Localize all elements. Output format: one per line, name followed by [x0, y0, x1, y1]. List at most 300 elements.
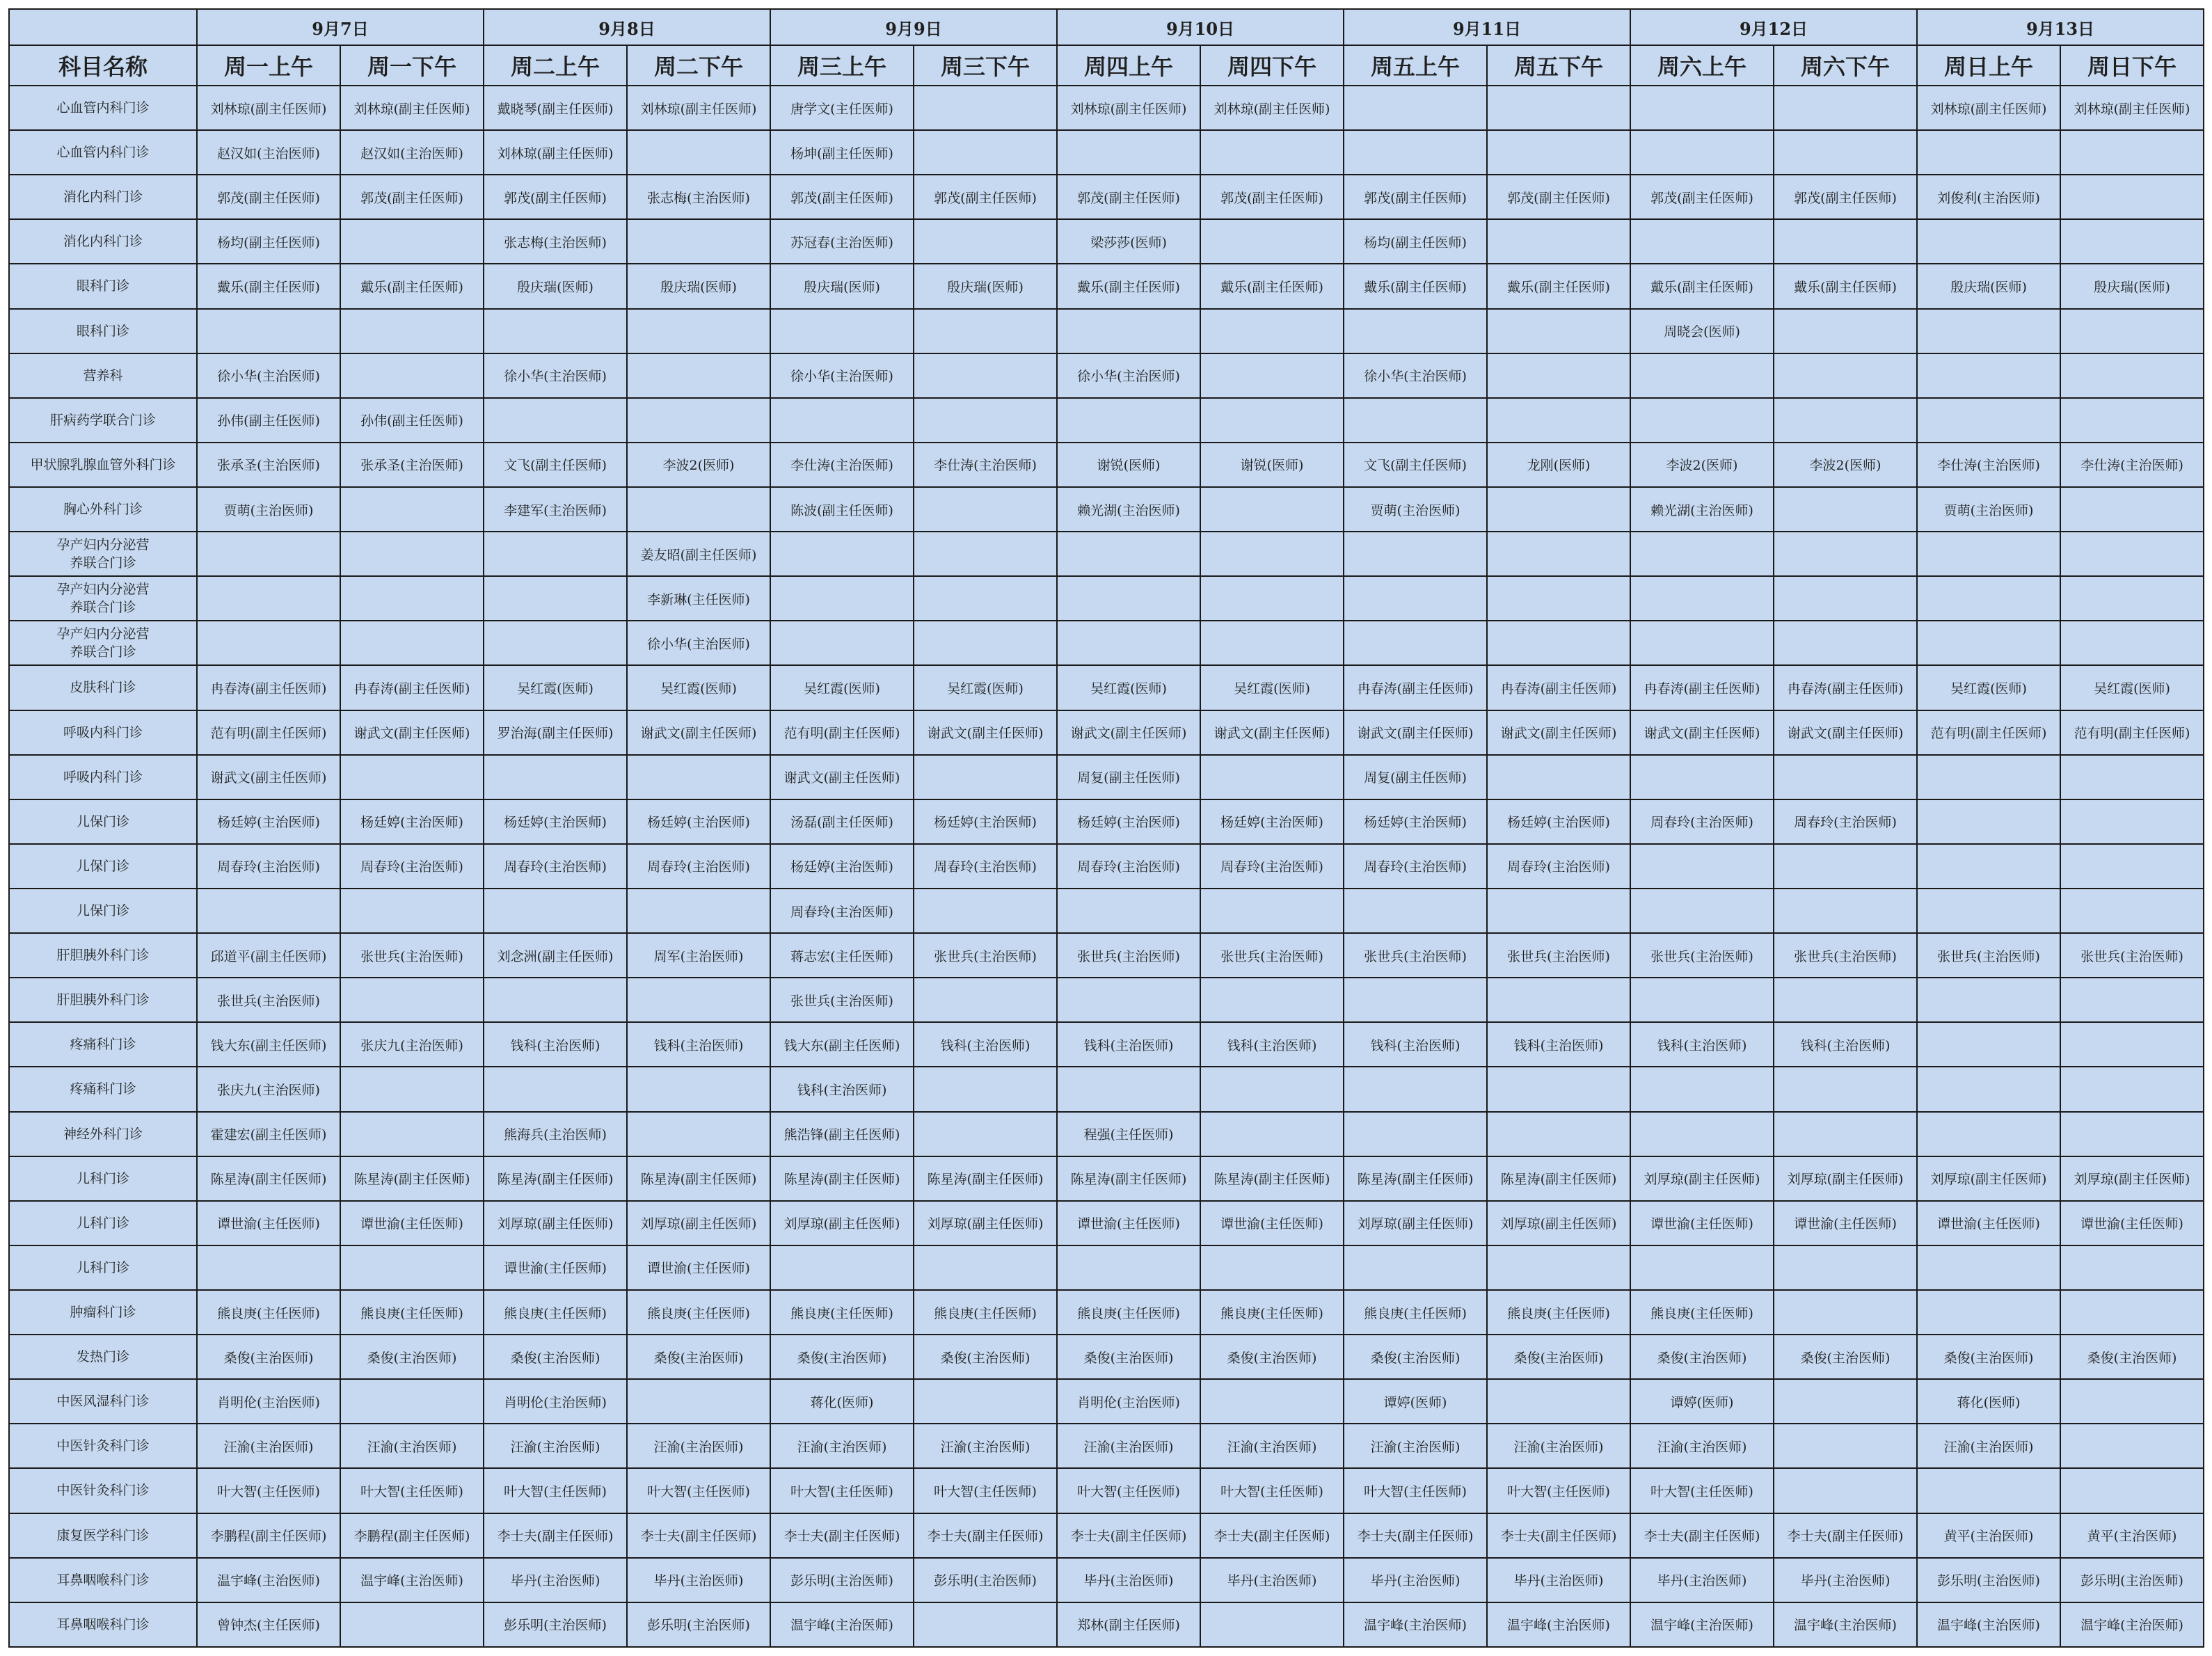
doctor-cell: 李士夫(副主任医师) [1487, 1513, 1630, 1558]
doctor-cell [1200, 1112, 1344, 1156]
doctor-cell: 刘厚琼(副主任医师) [1487, 1201, 1630, 1245]
doctor-cell: 汪渝(主治医师) [627, 1424, 770, 1468]
doctor-cell [340, 621, 484, 665]
doctor-cell [1917, 398, 2060, 443]
doctor-cell: 温宇峰(主治医师) [1630, 1602, 1774, 1647]
doctor-cell: 毕丹(主治医师) [627, 1558, 770, 1602]
doctor-cell: 吴红霞(医师) [1917, 665, 2060, 710]
doctor-cell: 叶大智(主任医师) [197, 1468, 340, 1513]
doctor-cell [1917, 1022, 2060, 1067]
department-cell: 儿科门诊 [9, 1201, 197, 1245]
doctor-cell: 温宇峰(主治医师) [1917, 1602, 2060, 1647]
doctor-cell: 郭茂(副主任医师) [1774, 175, 1917, 219]
doctor-cell [340, 532, 484, 576]
doctor-cell [1774, 86, 1917, 130]
doctor-cell: 熊良庚(主任医师) [1344, 1290, 1487, 1335]
doctor-cell: 李士夫(副主任医师) [484, 1513, 627, 1558]
doctor-cell: 戴乐(副主任医师) [1774, 264, 1917, 308]
table-row [9, 1379, 2204, 1424]
doctor-cell: 杨廷婷(主治医师) [197, 799, 340, 844]
department-cell: 耳鼻咽喉科门诊 [9, 1602, 197, 1647]
department-cell: 康复医学科门诊 [9, 1513, 197, 1558]
doctor-cell [1774, 1067, 1917, 1111]
doctor-cell: 徐小华(主治医师) [1344, 353, 1487, 398]
doctor-cell [627, 889, 770, 933]
doctor-cell: 张世兵(主治医师) [1917, 933, 2060, 978]
doctor-cell: 毕丹(主治医师) [1487, 1558, 1630, 1602]
table-row [9, 1290, 2204, 1335]
doctor-cell [1057, 621, 1200, 665]
doctor-cell [1630, 889, 1774, 933]
doctor-cell [914, 353, 1057, 398]
doctor-cell [1917, 576, 2060, 621]
department-cell: 呼吸内科门诊 [9, 755, 197, 799]
doctor-cell: 桑俊(主治医师) [1630, 1335, 1774, 1379]
department-cell: 中医风湿科门诊 [9, 1379, 197, 1424]
doctor-cell: 刘厚琼(副主任医师) [2060, 1156, 2204, 1201]
slot-header: 周一上午 [197, 45, 340, 86]
department-cell: 孕产妇内分泌营养联合门诊 [9, 621, 197, 665]
doctor-cell [1917, 889, 2060, 933]
doctor-cell: 贾萌(主治医师) [1344, 487, 1487, 532]
doctor-cell: 谭婷(医师) [1344, 1379, 1487, 1424]
doctor-cell: 罗治海(副主任医师) [484, 710, 627, 755]
doctor-cell: 杨廷婷(主治医师) [1200, 799, 1344, 844]
table-row [9, 86, 2204, 130]
doctor-cell [197, 889, 340, 933]
doctor-cell [1487, 532, 1630, 576]
doctor-cell [627, 1379, 770, 1424]
doctor-cell [627, 978, 770, 1022]
doctor-cell: 毕丹(主治医师) [1200, 1558, 1344, 1602]
table-row [9, 889, 2204, 933]
doctor-cell [1057, 1067, 1200, 1111]
doctor-cell: 钱科(主治医师) [1344, 1022, 1487, 1067]
doctor-cell [1057, 130, 1200, 175]
doctor-cell: 贾萌(主治医师) [197, 487, 340, 532]
doctor-cell [1200, 1379, 1344, 1424]
doctor-cell [1344, 532, 1487, 576]
doctor-cell [914, 487, 1057, 532]
doctor-cell: 赵汉如(主治医师) [340, 130, 484, 175]
doctor-cell: 戴乐(副主任医师) [1344, 264, 1487, 308]
doctor-cell: 周春玲(主治医师) [770, 889, 914, 933]
table-row [9, 978, 2204, 1022]
doctor-cell: 唐学文(主任医师) [770, 86, 914, 130]
doctor-cell: 叶大智(主任医师) [1344, 1468, 1487, 1513]
doctor-cell [2060, 1424, 2204, 1468]
doctor-cell [340, 219, 484, 264]
department-cell: 神经外科门诊 [9, 1112, 197, 1156]
doctor-cell: 桑俊(主治医师) [1344, 1335, 1487, 1379]
doctor-cell: 熊良庚(主任医师) [770, 1290, 914, 1335]
doctor-cell: 刘厚琼(副主任医师) [914, 1201, 1057, 1245]
doctor-cell: 郭茂(副主任医师) [770, 175, 914, 219]
doctor-cell [2060, 1112, 2204, 1156]
doctor-cell: 冉春涛(副主任医师) [1630, 665, 1774, 710]
doctor-cell: 叶大智(主任医师) [1630, 1468, 1774, 1513]
doctor-cell: 叶大智(主任医师) [484, 1468, 627, 1513]
doctor-cell: 刘厚琼(副主任医师) [627, 1201, 770, 1245]
doctor-cell: 肖明伦(主治医师) [484, 1379, 627, 1424]
doctor-cell [340, 353, 484, 398]
department-cell: 眼科门诊 [9, 309, 197, 353]
doctor-cell: 李士夫(副主任医师) [1344, 1513, 1487, 1558]
doctor-cell: 谭世渝(主任医师) [1200, 1201, 1344, 1245]
schedule-body [9, 86, 2204, 1647]
doctor-cell: 杨廷婷(主治医师) [627, 799, 770, 844]
doctor-cell [1774, 1290, 1917, 1335]
doctor-cell: 刘厚琼(副主任医师) [1917, 1156, 2060, 1201]
doctor-cell: 陈星涛(副主任医师) [770, 1156, 914, 1201]
doctor-cell: 谭世渝(主任医师) [1774, 1201, 1917, 1245]
doctor-cell [2060, 576, 2204, 621]
table-row [9, 398, 2204, 443]
doctor-cell: 叶大智(主任医师) [340, 1468, 484, 1513]
doctor-cell [2060, 398, 2204, 443]
doctor-cell [1344, 398, 1487, 443]
doctor-cell: 周复(副主任医师) [1344, 755, 1487, 799]
doctor-cell: 孙伟(副主任医师) [340, 398, 484, 443]
doctor-cell: 谢武文(副主任医师) [340, 710, 484, 755]
doctor-cell: 周春玲(主治医师) [1057, 844, 1200, 889]
doctor-cell: 周春玲(主治医师) [914, 844, 1057, 889]
doctor-cell [2060, 799, 2204, 844]
table-row [9, 532, 2204, 576]
doctor-cell [2060, 889, 2204, 933]
doctor-cell [1344, 576, 1487, 621]
doctor-cell: 毕丹(主治医师) [1774, 1558, 1917, 1602]
doctor-cell [1487, 309, 1630, 353]
doctor-cell: 谭世渝(主任医师) [1630, 1201, 1774, 1245]
doctor-cell: 熊良庚(主任医师) [1487, 1290, 1630, 1335]
table-row [9, 1156, 2204, 1201]
doctor-cell [197, 309, 340, 353]
doctor-cell: 桑俊(主治医师) [484, 1335, 627, 1379]
doctor-cell: 汪渝(主治医师) [197, 1424, 340, 1468]
doctor-cell: 张世兵(主治医师) [1487, 933, 1630, 978]
doctor-cell [1917, 532, 2060, 576]
doctor-cell: 谭世渝(主任医师) [484, 1245, 627, 1290]
table-row [9, 1067, 2204, 1111]
date-header: 9月10日 [1057, 9, 1344, 45]
doctor-cell: 毕丹(主治医师) [484, 1558, 627, 1602]
doctor-cell: 周春玲(主治医师) [340, 844, 484, 889]
doctor-cell [197, 621, 340, 665]
doctor-cell: 肖明伦(主治医师) [197, 1379, 340, 1424]
doctor-cell: 陈星涛(副主任医师) [1344, 1156, 1487, 1201]
doctor-cell [770, 309, 914, 353]
doctor-cell: 谢武文(副主任医师) [1487, 710, 1630, 755]
doctor-cell: 钱大东(副主任医师) [197, 1022, 340, 1067]
doctor-cell: 文飞(副主任医师) [1344, 443, 1487, 487]
doctor-cell: 钱科(主治医师) [1200, 1022, 1344, 1067]
doctor-cell: 冉春涛(副主任医师) [1774, 665, 1917, 710]
doctor-cell: 郭茂(副主任医师) [197, 175, 340, 219]
table-row [9, 710, 2204, 755]
doctor-cell [2060, 755, 2204, 799]
doctor-cell [1630, 353, 1774, 398]
slot-header: 周五下午 [1487, 45, 1630, 86]
doctor-cell: 温宇峰(主治医师) [1487, 1602, 1630, 1647]
doctor-cell: 杨廷婷(主治医师) [1057, 799, 1200, 844]
doctor-cell [1774, 353, 1917, 398]
doctor-cell [1917, 799, 2060, 844]
doctor-cell [1630, 219, 1774, 264]
doctor-cell [1057, 576, 1200, 621]
doctor-cell: 刘林琼(副主任医师) [1917, 86, 2060, 130]
doctor-cell: 汪渝(主治医师) [770, 1424, 914, 1468]
department-cell: 中医针灸科门诊 [9, 1468, 197, 1513]
doctor-cell [1917, 978, 2060, 1022]
doctor-cell [2060, 130, 2204, 175]
doctor-cell: 张世兵(主治医师) [1774, 933, 1917, 978]
doctor-cell [1487, 487, 1630, 532]
doctor-cell: 熊良庚(主任医师) [1057, 1290, 1200, 1335]
doctor-cell: 梁莎莎(医师) [1057, 219, 1200, 264]
doctor-cell [340, 1245, 484, 1290]
corner-cell [9, 9, 197, 45]
doctor-cell: 陈波(副主任医师) [770, 487, 914, 532]
doctor-cell: 温宇峰(主治医师) [1774, 1602, 1917, 1647]
doctor-cell [1344, 1067, 1487, 1111]
doctor-cell [1917, 1067, 2060, 1111]
doctor-cell: 周春玲(主治医师) [1774, 799, 1917, 844]
table-row [9, 1201, 2204, 1245]
department-cell: 发热门诊 [9, 1335, 197, 1379]
department-cell: 心血管内科门诊 [9, 130, 197, 175]
doctor-cell: 张承圣(主治医师) [340, 443, 484, 487]
doctor-cell [914, 621, 1057, 665]
doctor-cell [1487, 353, 1630, 398]
doctor-cell [1917, 621, 2060, 665]
doctor-cell: 毕丹(主治医师) [1630, 1558, 1774, 1602]
doctor-cell [1200, 621, 1344, 665]
doctor-cell: 李鹏程(副主任医师) [340, 1513, 484, 1558]
doctor-cell: 谭世渝(主任医师) [340, 1201, 484, 1245]
doctor-cell: 彭乐明(主治医师) [1917, 1558, 2060, 1602]
doctor-cell [1200, 130, 1344, 175]
doctor-cell: 范有明(副主任医师) [197, 710, 340, 755]
doctor-cell: 彭乐明(主治医师) [770, 1558, 914, 1602]
doctor-cell: 程强(主任医师) [1057, 1112, 1200, 1156]
doctor-cell [2060, 1290, 2204, 1335]
doctor-cell: 熊良庚(主任医师) [1630, 1290, 1774, 1335]
doctor-cell: 毕丹(主治医师) [1057, 1558, 1200, 1602]
table-row [9, 487, 2204, 532]
doctor-cell: 戴乐(副主任医师) [1057, 264, 1200, 308]
department-cell: 皮肤科门诊 [9, 665, 197, 710]
doctor-cell: 谭婷(医师) [1630, 1379, 1774, 1424]
doctor-cell: 殷庆瑞(医师) [770, 264, 914, 308]
date-header: 9月9日 [770, 9, 1057, 45]
doctor-cell: 冉春涛(副主任医师) [197, 665, 340, 710]
doctor-cell: 桑俊(主治医师) [340, 1335, 484, 1379]
doctor-cell: 熊良庚(主任医师) [340, 1290, 484, 1335]
doctor-cell: 毕丹(主治医师) [1344, 1558, 1487, 1602]
doctor-cell: 桑俊(主治医师) [1057, 1335, 1200, 1379]
doctor-cell [1774, 532, 1917, 576]
doctor-cell: 谭世渝(主任医师) [197, 1201, 340, 1245]
doctor-cell: 谢武文(副主任医师) [197, 755, 340, 799]
doctor-cell: 熊浩锋(副主任医师) [770, 1112, 914, 1156]
doctor-cell [1487, 889, 1630, 933]
doctor-cell: 钱科(主治医师) [914, 1022, 1057, 1067]
doctor-cell: 冉春涛(副主任医师) [1344, 665, 1487, 710]
doctor-cell [1917, 755, 2060, 799]
doctor-cell [484, 978, 627, 1022]
doctor-cell [1774, 1245, 1917, 1290]
doctor-cell: 范有明(副主任医师) [2060, 710, 2204, 755]
doctor-cell: 张承圣(主治医师) [197, 443, 340, 487]
doctor-cell: 刘林琼(副主任医师) [627, 86, 770, 130]
doctor-cell [1917, 309, 2060, 353]
doctor-cell: 郭茂(副主任医师) [1200, 175, 1344, 219]
doctor-cell: 姜友昭(副主任医师) [627, 532, 770, 576]
slot-header: 周六下午 [1774, 45, 1917, 86]
doctor-cell: 张庆九(主治医师) [197, 1067, 340, 1111]
doctor-cell: 张世兵(主治医师) [2060, 933, 2204, 978]
slot-header: 周五上午 [1344, 45, 1487, 86]
doctor-cell [1774, 219, 1917, 264]
doctor-cell [1630, 621, 1774, 665]
doctor-cell [1774, 755, 1917, 799]
doctor-cell: 刘林琼(副主任医师) [340, 86, 484, 130]
doctor-cell [1774, 487, 1917, 532]
table-row [9, 1468, 2204, 1513]
doctor-cell: 刘林琼(副主任医师) [2060, 86, 2204, 130]
doctor-cell [1200, 398, 1344, 443]
doctor-cell: 吴红霞(医师) [484, 665, 627, 710]
doctor-cell [914, 755, 1057, 799]
doctor-cell: 蒋化(医师) [1917, 1379, 2060, 1424]
doctor-cell: 李士夫(副主任医师) [1057, 1513, 1200, 1558]
doctor-cell: 杨廷婷(主治医师) [914, 799, 1057, 844]
doctor-cell: 张世兵(主治医师) [1057, 933, 1200, 978]
doctor-cell: 杨廷婷(主治医师) [770, 844, 914, 889]
slot-header: 周日下午 [2060, 45, 2204, 86]
doctor-cell: 曾钟杰(主任医师) [197, 1602, 340, 1647]
doctor-cell: 郭茂(副主任医师) [484, 175, 627, 219]
doctor-cell: 钱科(主治医师) [627, 1022, 770, 1067]
doctor-cell [914, 1602, 1057, 1647]
date-header: 9月12日 [1630, 9, 1917, 45]
doctor-cell: 叶大智(主任医师) [1200, 1468, 1344, 1513]
doctor-cell [1487, 219, 1630, 264]
doctor-cell: 桑俊(主治医师) [914, 1335, 1057, 1379]
doctor-cell [770, 532, 914, 576]
doctor-cell: 赖光湖(主治医师) [1630, 487, 1774, 532]
doctor-cell [340, 487, 484, 532]
doctor-cell: 李士夫(副主任医师) [914, 1513, 1057, 1558]
doctor-cell: 桑俊(主治医师) [770, 1335, 914, 1379]
doctor-cell [627, 130, 770, 175]
doctor-cell: 陈星涛(副主任医师) [627, 1156, 770, 1201]
doctor-cell [1774, 1468, 1917, 1513]
doctor-cell: 吴红霞(医师) [627, 665, 770, 710]
doctor-cell: 谢锐(医师) [1057, 443, 1200, 487]
doctor-cell [914, 219, 1057, 264]
doctor-cell [1200, 219, 1344, 264]
doctor-cell [1057, 1245, 1200, 1290]
doctor-cell: 谢武文(副主任医师) [1200, 710, 1344, 755]
doctor-cell: 杨廷婷(主治医师) [340, 799, 484, 844]
doctor-cell [1487, 1379, 1630, 1424]
table-row [9, 443, 2204, 487]
doctor-cell: 郭茂(副主任医师) [914, 175, 1057, 219]
doctor-cell: 熊良庚(主任医师) [484, 1290, 627, 1335]
date-header: 9月8日 [484, 9, 770, 45]
doctor-cell [1344, 1112, 1487, 1156]
doctor-cell: 李仕涛(主治医师) [914, 443, 1057, 487]
doctor-cell [2060, 1067, 2204, 1111]
doctor-cell: 汪渝(主治医师) [1344, 1424, 1487, 1468]
doctor-cell [1057, 398, 1200, 443]
doctor-cell: 张志梅(主治医师) [484, 219, 627, 264]
doctor-cell [1774, 1379, 1917, 1424]
department-cell: 肝胆胰外科门诊 [9, 933, 197, 978]
doctor-cell: 周春玲(主治医师) [1344, 844, 1487, 889]
slot-header: 周一下午 [340, 45, 484, 86]
doctor-cell [1487, 398, 1630, 443]
doctor-cell [1774, 844, 1917, 889]
doctor-cell: 刘林琼(副主任医师) [484, 130, 627, 175]
schedule-table [8, 8, 2204, 1648]
doctor-cell: 周复(副主任医师) [1057, 755, 1200, 799]
doctor-cell: 周春玲(主治医师) [627, 844, 770, 889]
doctor-cell: 谢武文(副主任医师) [1774, 710, 1917, 755]
slot-header: 周二下午 [627, 45, 770, 86]
department-cell: 肝病药学联合门诊 [9, 398, 197, 443]
doctor-cell [484, 532, 627, 576]
doctor-cell [2060, 1245, 2204, 1290]
doctor-cell [1344, 978, 1487, 1022]
doctor-cell: 桑俊(主治医师) [1200, 1335, 1344, 1379]
doctor-cell: 汪渝(主治医师) [484, 1424, 627, 1468]
doctor-cell: 汪渝(主治医师) [1917, 1424, 2060, 1468]
doctor-cell [1200, 576, 1344, 621]
doctor-cell [197, 576, 340, 621]
doctor-cell: 温宇峰(主治医师) [1344, 1602, 1487, 1647]
doctor-cell: 桑俊(主治医师) [1917, 1335, 2060, 1379]
department-cell: 肝胆胰外科门诊 [9, 978, 197, 1022]
doctor-cell: 李新琳(主任医师) [627, 576, 770, 621]
doctor-cell: 吴红霞(医师) [770, 665, 914, 710]
doctor-cell: 熊良庚(主任医师) [197, 1290, 340, 1335]
doctor-cell: 张世兵(主治医师) [1344, 933, 1487, 978]
department-cell: 肿瘤科门诊 [9, 1290, 197, 1335]
doctor-cell: 黄平(主治医师) [1917, 1513, 2060, 1558]
doctor-cell [1200, 309, 1344, 353]
doctor-cell [1630, 86, 1774, 130]
doctor-cell [1200, 889, 1344, 933]
doctor-cell: 周春玲(主治医师) [1630, 799, 1774, 844]
doctor-cell: 李波2(医师) [1774, 443, 1917, 487]
doctor-cell [914, 1112, 1057, 1156]
doctor-cell [2060, 309, 2204, 353]
doctor-cell: 杨均(副主任医师) [197, 219, 340, 264]
table-row [9, 1424, 2204, 1468]
doctor-cell [914, 978, 1057, 1022]
doctor-cell [2060, 1468, 2204, 1513]
slot-header: 周四下午 [1200, 45, 1344, 86]
doctor-cell: 汪渝(主治医师) [1630, 1424, 1774, 1468]
doctor-cell [1057, 309, 1200, 353]
department-cell: 消化内科门诊 [9, 219, 197, 264]
doctor-cell: 郭茂(副主任医师) [1487, 175, 1630, 219]
doctor-cell: 熊海兵(主治医师) [484, 1112, 627, 1156]
doctor-cell: 周春玲(主治医师) [1200, 844, 1344, 889]
